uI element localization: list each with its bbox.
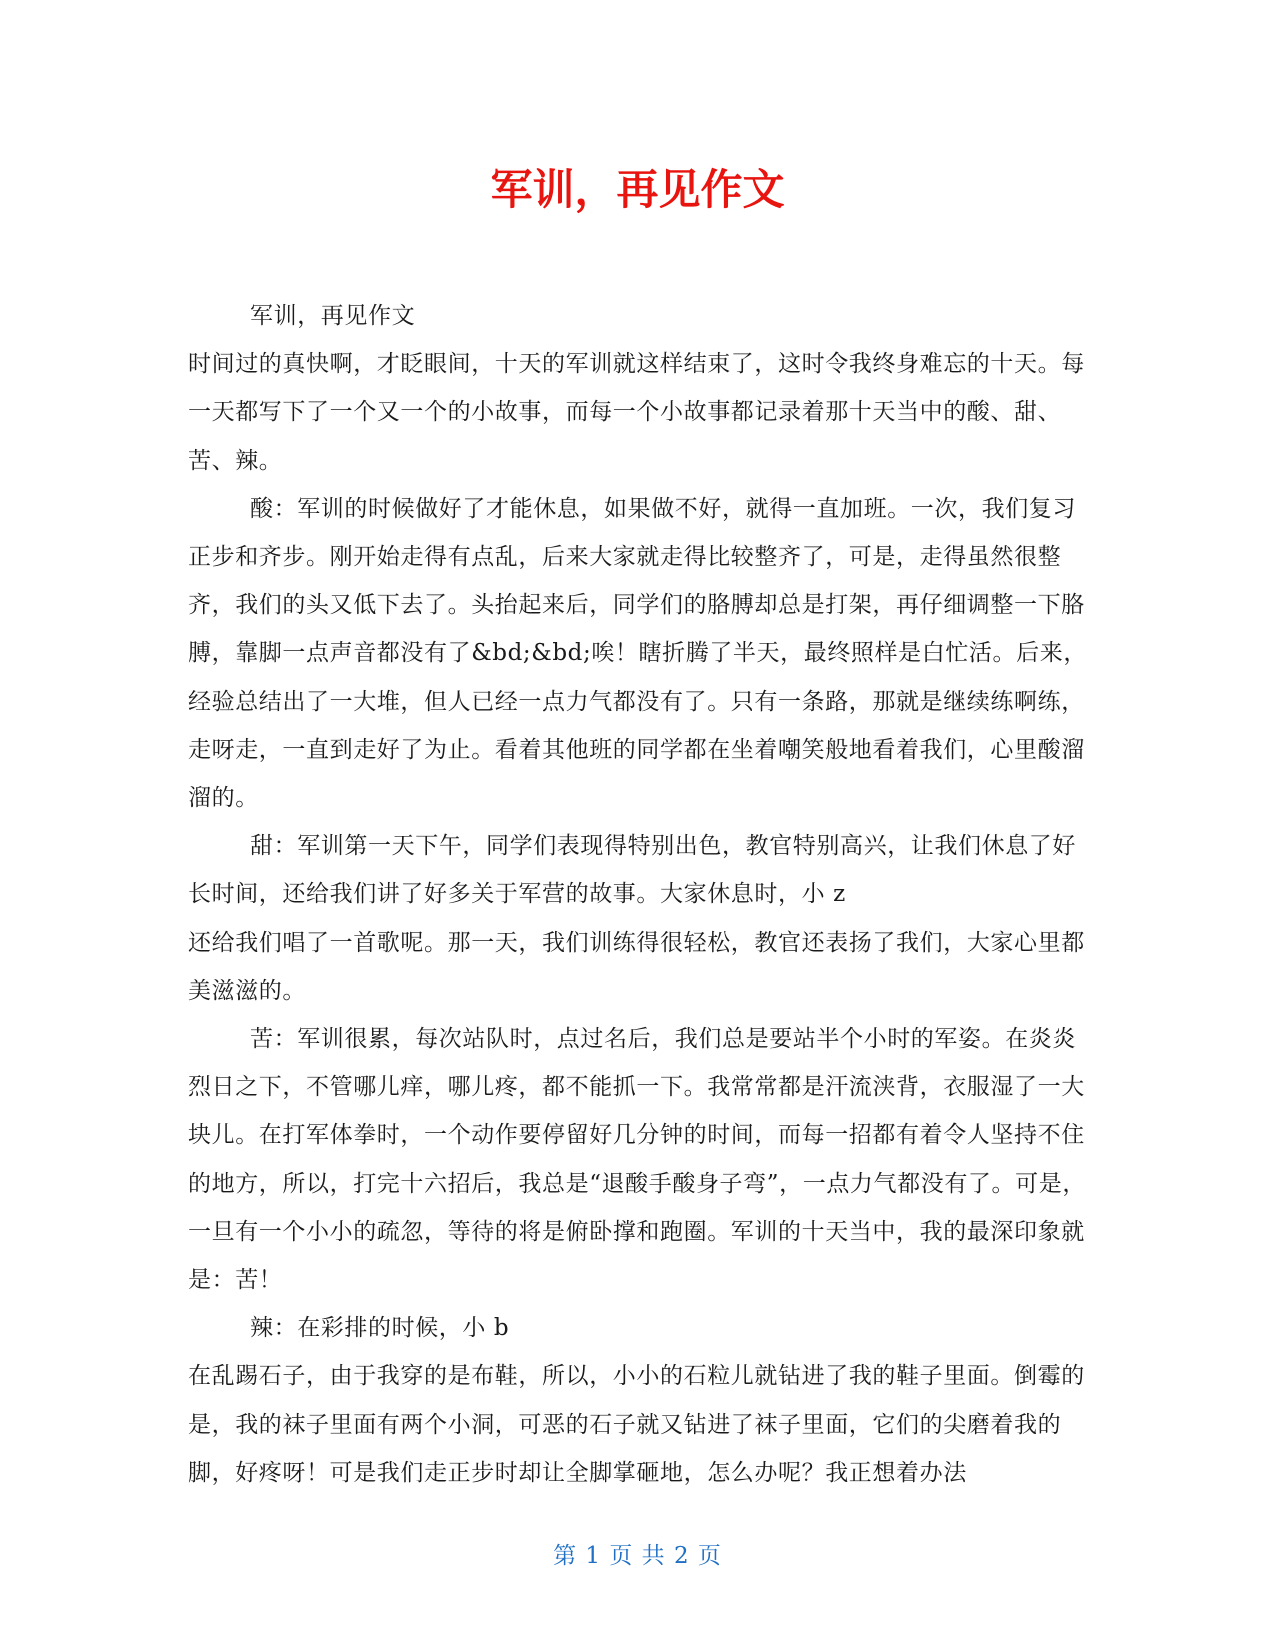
paragraph-sweet: 甜：军训第一天下午，同学们表现得特别出色，教官特别高兴，让我们休息了好长时间，还给我们讲了好多关于军营的故事。大家休息时，小 z <box>188 833 1076 908</box>
paragraph-subtitle: 军训，再见作文 <box>250 303 416 329</box>
page-number-footer: 第 1 页 共 2 页 <box>553 1543 722 1569</box>
paragraph-spicy: 辣：在彩排的时候，小 b <box>250 1315 510 1342</box>
paragraph-sweet-continued: 还给我们唱了一首歌呢。那一天，我们训练得很轻松，教官还表扬了我们，大家心里都美滋滋的。 <box>188 929 1085 1004</box>
paragraph-spicy-continued: 在乱踢石子，由于我穿的是布鞋，所以，小小的石粒儿就钻进了我的鞋子里面。倒霉的是，我的袜子里面有两个小洞，可恶的石子就又钻进了袜子里面，它们的尖磨着我的脚，好疼呀！可是我们走正步时却让全脚掌砸地，怎么办呢？我正想着办法 <box>188 1363 1085 1486</box>
paragraph-sour: 酸：军训的时候做好了才能休息，如果做不好，就得一直加班。一次，我们复习正步和齐步。刚开始走得有点乱，后来大家就走得比较整齐了，可是，走得虽然很整齐，我们的头又低下去了。头抬起来后，同学们的胳膊却总是打架，再仔细调整一下胳膊，靠脚一点声音都没有了&bd;&bd;唉！瞎折腾了半天，最终照样是白忙活。后来，经验总结出了一大堆，但人已经一点力气都没有了。只有一条路，那就是继续练啊练，走呀走，一直到走好了为止。看着其他班的同学都在坐着嘲笑般地看着我们，心里酸溜溜的。 <box>188 495 1087 812</box>
document-body <box>188 292 1088 1497</box>
paragraph-bitter: 苦：军训很累，每次站队时，点过名后，我们总是要站半个小时的军姿。在炎炎烈日之下，不管哪儿痒，哪儿疼，都不能抓一下。我常常都是汗流浃背，衣服湿了一大块儿。在打军体拳时，一个动作要停留好几分钟的时间，而每一招都有着令人坚持不住的地方，所以，打完十六招后，我总是“退酸手酸身子弯”，一点力气都没有了。可是，一旦有一个小小的疏忽，等待的将是俯卧撑和跑圈。军训的十天当中，我的最深印象就是：苦！ <box>188 1026 1086 1294</box>
document-title: 军训，再见作文 <box>490 165 785 214</box>
paragraph-intro: 时间过的真快啊，才眨眼间，十天的军训就这样结束了，这时令我终身难忘的十天。每一天都写下了一个又一个的小故事，而每一个小故事都记录着那十天当中的酸、甜、苦、辣。 <box>188 351 1085 474</box>
